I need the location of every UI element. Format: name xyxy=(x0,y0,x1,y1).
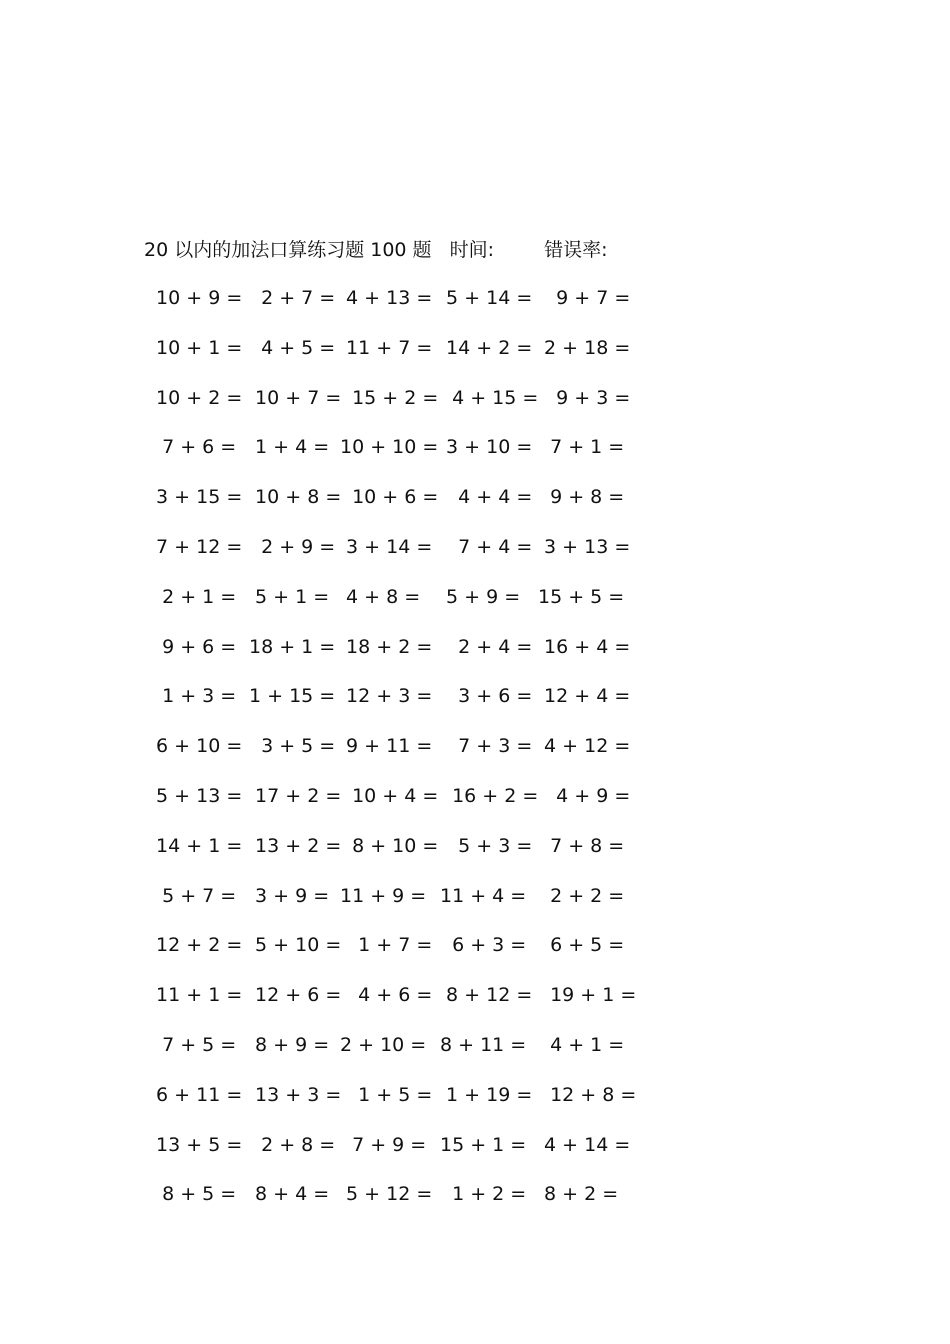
problem-row xyxy=(0,284,950,334)
problem-item: 10 + 4 = xyxy=(340,784,439,807)
problem-item: 6 + 3 = xyxy=(440,934,527,957)
problem-item: 1 + 3 = xyxy=(150,685,237,708)
problem-item: 15 + 2 = xyxy=(340,386,439,409)
problem-item: 10 + 2 = xyxy=(150,386,243,409)
problem-row xyxy=(0,384,950,434)
problem-item: 12 + 3 = xyxy=(340,685,433,708)
problem-row xyxy=(0,583,950,633)
problem-row xyxy=(0,1180,950,1230)
problem-row xyxy=(0,882,950,932)
problem-row xyxy=(0,682,950,732)
problem-item: 7 + 8 = xyxy=(538,834,625,857)
problem-item: 4 + 1 = xyxy=(538,1033,625,1056)
problem-item: 8 + 11 = xyxy=(440,1033,527,1056)
problem-item: 1 + 5 = xyxy=(340,1083,433,1106)
problem-item: 16 + 4 = xyxy=(538,635,631,658)
problem-item: 5 + 10 = xyxy=(249,934,342,957)
problem-row xyxy=(0,1081,950,1131)
problem-item: 3 + 14 = xyxy=(340,535,433,558)
problem-item: 2 + 2 = xyxy=(538,884,625,907)
problem-item: 10 + 8 = xyxy=(249,486,342,509)
problem-item: 10 + 1 = xyxy=(150,336,243,359)
problem-item: 7 + 12 = xyxy=(150,535,243,558)
problem-item: 7 + 4 = xyxy=(440,535,533,558)
problem-item: 12 + 2 = xyxy=(150,934,243,957)
problem-row xyxy=(0,334,950,384)
problem-item: 6 + 11 = xyxy=(150,1083,243,1106)
problem-row xyxy=(0,832,950,882)
problem-item: 4 + 14 = xyxy=(538,1133,631,1156)
problem-row xyxy=(0,633,950,683)
problem-item: 8 + 12 = xyxy=(440,984,533,1007)
problem-item: 2 + 10 = xyxy=(340,1033,427,1056)
problem-item: 17 + 2 = xyxy=(249,784,342,807)
problem-item: 2 + 9 = xyxy=(249,535,336,558)
problem-item: 13 + 2 = xyxy=(249,834,342,857)
problem-item: 8 + 9 = xyxy=(249,1033,330,1056)
problem-item: 5 + 12 = xyxy=(340,1183,433,1206)
problem-item: 3 + 9 = xyxy=(249,884,330,907)
problem-item: 14 + 2 = xyxy=(440,336,533,359)
problem-item: 18 + 2 = xyxy=(340,635,433,658)
problem-item: 5 + 9 = xyxy=(440,585,521,608)
problem-item: 9 + 6 = xyxy=(150,635,237,658)
problem-row xyxy=(0,931,950,981)
problem-item: 5 + 3 = xyxy=(440,834,533,857)
problem-item: 9 + 11 = xyxy=(340,735,433,758)
problem-item: 3 + 13 = xyxy=(538,535,631,558)
problem-item: 15 + 1 = xyxy=(440,1133,527,1156)
problem-item: 11 + 1 = xyxy=(150,984,243,1007)
problem-item: 4 + 5 = xyxy=(249,336,336,359)
problem-item: 9 + 8 = xyxy=(538,486,625,509)
error-rate-label: 错误率: xyxy=(544,239,608,261)
problem-row xyxy=(0,981,950,1031)
problem-item: 7 + 1 = xyxy=(538,436,625,459)
problem-item: 2 + 18 = xyxy=(538,336,631,359)
problem-item: 4 + 9 = xyxy=(538,784,631,807)
problem-item: 4 + 12 = xyxy=(538,735,631,758)
problem-item: 2 + 4 = xyxy=(440,635,533,658)
problem-item: 5 + 1 = xyxy=(249,585,330,608)
problem-item: 10 + 7 = xyxy=(249,386,342,409)
time-label: 时间: xyxy=(449,239,495,261)
problem-item: 6 + 10 = xyxy=(150,735,243,758)
problem-item: 12 + 8 = xyxy=(538,1083,637,1106)
problem-row xyxy=(0,483,950,533)
problem-item: 5 + 7 = xyxy=(150,884,237,907)
worksheet-header xyxy=(144,236,607,264)
problem-item: 6 + 5 = xyxy=(538,934,625,957)
problem-item: 3 + 15 = xyxy=(150,486,243,509)
problem-item: 7 + 3 = xyxy=(440,735,533,758)
problem-item: 1 + 2 = xyxy=(440,1183,527,1206)
problem-item: 1 + 15 = xyxy=(249,685,336,708)
problem-row xyxy=(0,1031,950,1081)
problem-item: 2 + 8 = xyxy=(249,1133,336,1156)
problem-item: 1 + 7 = xyxy=(340,934,433,957)
problem-item: 8 + 5 = xyxy=(150,1183,237,1206)
problem-item: 4 + 8 = xyxy=(340,585,421,608)
problem-item: 3 + 10 = xyxy=(440,436,533,459)
problem-item: 4 + 4 = xyxy=(440,486,533,509)
problem-row xyxy=(0,782,950,832)
problem-item: 4 + 15 = xyxy=(440,386,539,409)
worksheet-title: 20 以内的加法口算练习题 100 题 xyxy=(144,239,432,261)
problem-row xyxy=(0,732,950,782)
problem-item: 12 + 6 = xyxy=(249,984,342,1007)
problem-item: 7 + 5 = xyxy=(150,1033,237,1056)
problem-item: 7 + 6 = xyxy=(150,436,237,459)
problem-item: 19 + 1 = xyxy=(538,984,637,1007)
problem-item: 3 + 6 = xyxy=(440,685,533,708)
problem-item: 4 + 6 = xyxy=(340,984,433,1007)
problem-item: 10 + 10 = xyxy=(340,436,439,459)
problem-item: 7 + 9 = xyxy=(340,1133,427,1156)
problem-item: 13 + 3 = xyxy=(249,1083,342,1106)
problem-item: 11 + 9 = xyxy=(340,884,427,907)
problem-item: 11 + 4 = xyxy=(440,884,527,907)
problem-row xyxy=(0,1131,950,1181)
problem-item: 9 + 7 = xyxy=(538,287,631,309)
problem-item: 9 + 3 = xyxy=(538,386,631,409)
problem-item: 1 + 19 = xyxy=(440,1083,533,1106)
problem-item: 18 + 1 = xyxy=(249,635,336,658)
problem-item: 14 + 1 = xyxy=(150,834,243,857)
problem-item: 2 + 7 = xyxy=(249,287,336,309)
problem-item: 11 + 7 = xyxy=(340,336,433,359)
problem-item: 3 + 5 = xyxy=(249,735,336,758)
problem-item: 8 + 10 = xyxy=(340,834,439,857)
problem-item: 10 + 9 = xyxy=(150,287,243,309)
problem-item: 15 + 5 = xyxy=(538,585,625,608)
problem-row xyxy=(0,433,950,483)
problem-item: 16 + 2 = xyxy=(440,784,539,807)
problem-item: 4 + 13 = xyxy=(340,287,433,309)
problem-grid xyxy=(0,284,950,1230)
problem-item: 12 + 4 = xyxy=(538,685,631,708)
problem-item: 8 + 4 = xyxy=(249,1183,330,1206)
problem-item: 13 + 5 = xyxy=(150,1133,243,1156)
problem-item: 5 + 14 = xyxy=(440,287,533,309)
problem-item: 2 + 1 = xyxy=(150,585,237,608)
problem-row xyxy=(0,533,950,583)
problem-item: 5 + 13 = xyxy=(150,784,243,807)
problem-item: 10 + 6 = xyxy=(340,486,439,509)
problem-item: 1 + 4 = xyxy=(249,436,330,459)
problem-item: 8 + 2 = xyxy=(538,1183,619,1206)
